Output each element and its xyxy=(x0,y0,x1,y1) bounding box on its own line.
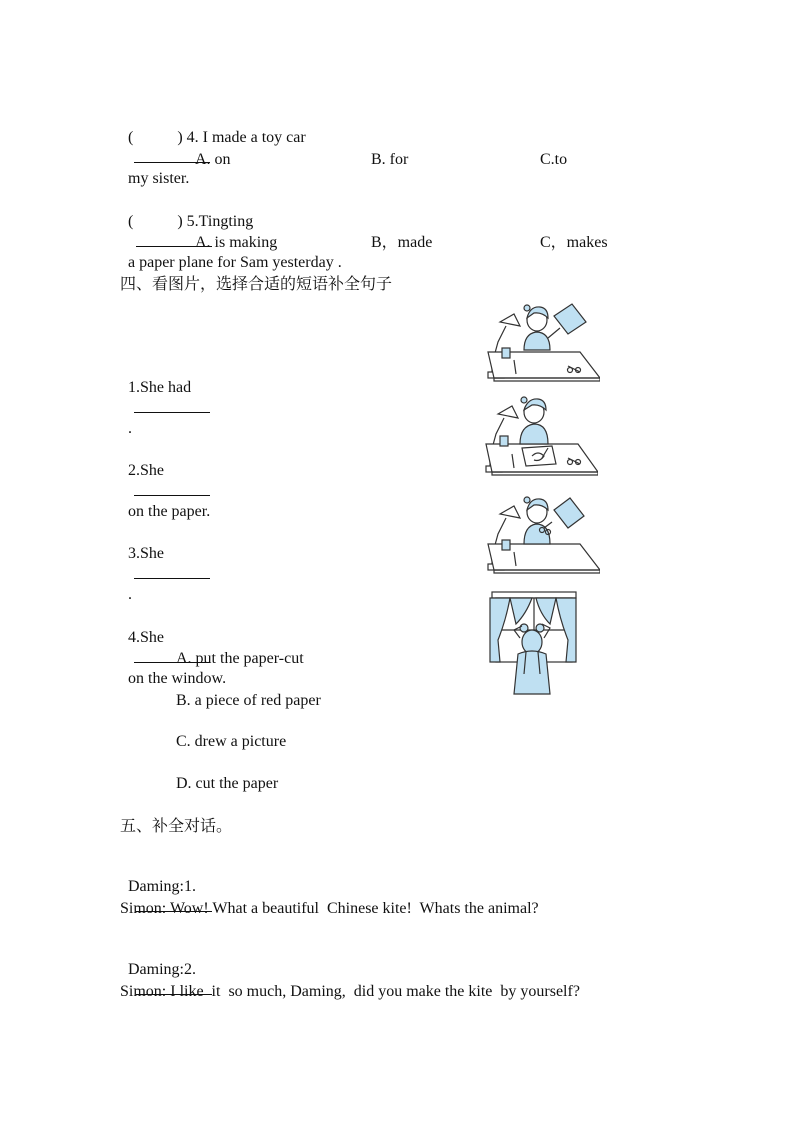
girl-drawing-icon xyxy=(482,392,598,476)
girl-cutting-icon xyxy=(484,490,600,574)
question-4 xyxy=(120,108,306,189)
girl-at-window-icon xyxy=(486,590,580,698)
option-b: B. for xyxy=(371,151,409,168)
dialogue-line-4: Simon: I like it so much, Daming, did you make the kite by yourself? xyxy=(120,983,580,1000)
question-4-tail: my sister. xyxy=(128,170,190,187)
phrase-choice-b: B. a piece of red paper xyxy=(176,692,321,709)
question-5-stem: ) 5.Tingting xyxy=(177,213,254,230)
option-b: B，made xyxy=(371,234,433,251)
option-c: C，makes xyxy=(540,234,608,251)
girl-with-paper-icon xyxy=(484,298,600,382)
picture-sentence-1: 1.She had . xyxy=(120,358,218,439)
section-4-heading: 四、看图片，选择合适的短语补全句子 xyxy=(120,274,393,293)
question-4-stem: ) 4. I made a toy car xyxy=(177,129,306,146)
picture-sentence-3: 3.She . xyxy=(120,524,218,605)
dialogue-line-2: Simon: Wow! What a beautiful Chinese kite! Whats the animal? xyxy=(120,900,539,917)
option-a: A. on xyxy=(195,151,231,168)
phrase-choice-d: D. cut the paper xyxy=(176,775,279,792)
answer-blank[interactable] xyxy=(134,481,210,496)
answer-paren-open: ( xyxy=(128,129,134,146)
option-a: A. is making xyxy=(195,234,278,251)
section-5-heading: 五、补全对话。 xyxy=(120,816,233,835)
answer-blank[interactable] xyxy=(134,398,210,413)
picture-sentence-2: 2.She on the paper. xyxy=(128,462,211,520)
picture-sentence-4: 4.She on the window. xyxy=(128,629,227,687)
dialogue-line-3: Daming:2. xyxy=(120,940,212,1001)
phrase-choice-c: C. drew a picture xyxy=(176,733,287,750)
answer-paren-open: ( xyxy=(128,213,134,230)
option-c: C.to xyxy=(540,151,568,168)
phrase-choice-a: A. put the paper-cut xyxy=(176,650,304,667)
question-5-tail: a paper plane for Sam yesterday . xyxy=(128,254,342,271)
dialogue-line-1: Daming:1. xyxy=(120,857,212,918)
answer-blank[interactable] xyxy=(134,564,210,579)
